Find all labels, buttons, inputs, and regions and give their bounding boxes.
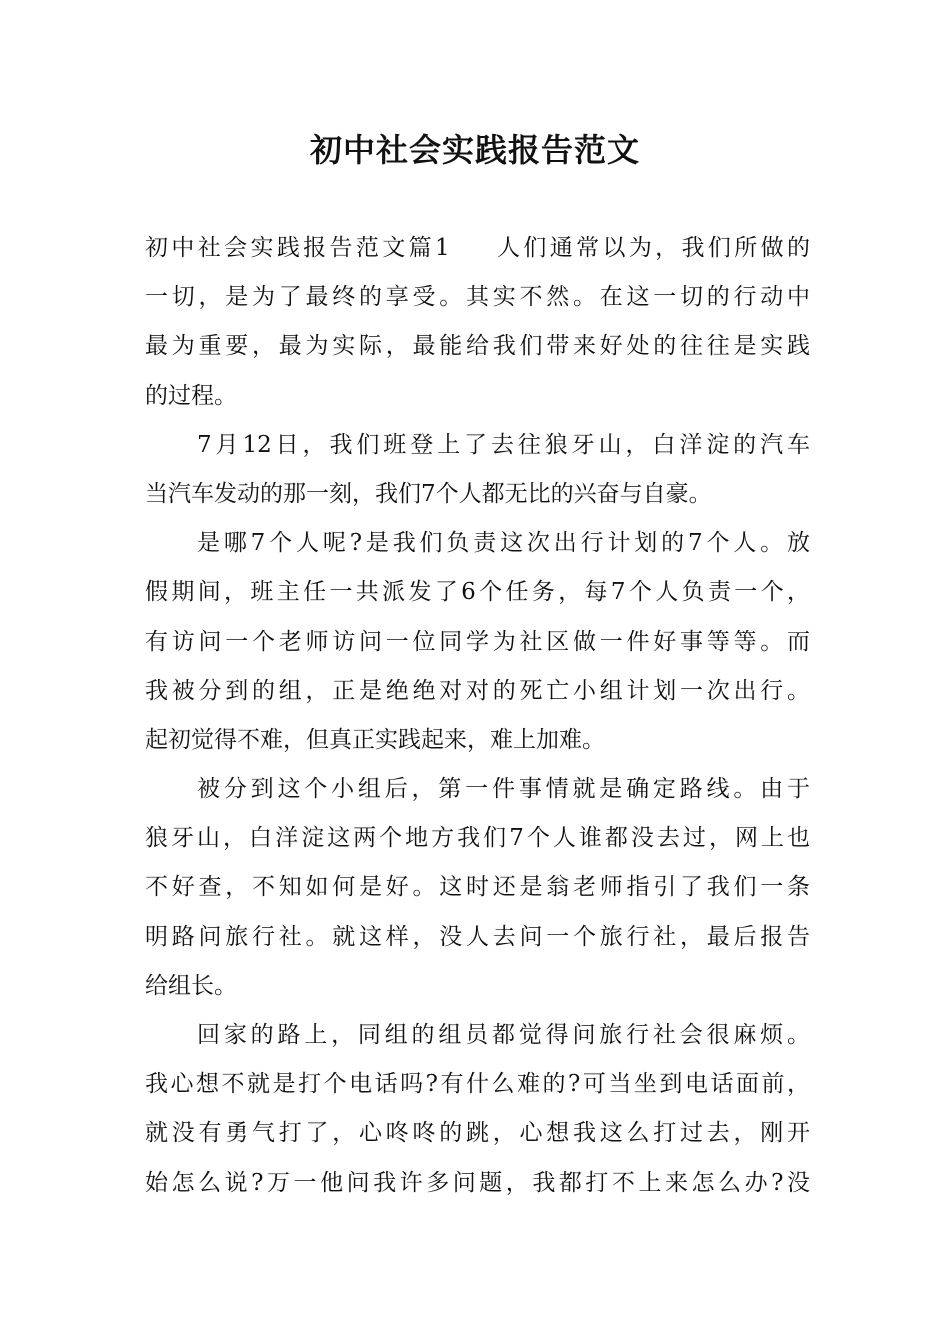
- document-body: [145, 224, 810, 1208]
- text-line: [145, 224, 810, 273]
- line-text: 人们通常以为，我们所做的: [493, 235, 810, 261]
- text-line: 起初觉得不难，但真正实践起来，难上加难。: [145, 726, 605, 753]
- text-line: 明路问旅行社。就这样，没人去问一个旅行社，最后报告: [145, 923, 810, 950]
- text-line: 我心想不就是打个电话吗?有什么难的?可当坐到电话面前，: [145, 1071, 810, 1098]
- text-line: 回家的路上，同组的组员都觉得问旅行社会很麻烦。: [197, 1022, 810, 1048]
- text-line: 假期间，班主任一共派发了6个任务，每7个人负责一个，: [145, 579, 810, 606]
- text-line: 一切，是为了最终的享受。其实不然。在这一切的行动中: [145, 284, 810, 311]
- text-line: 当汽车发动的那一刻，我们7个人都无比的兴奋与自豪。: [145, 480, 712, 507]
- section-heading: 初中社会实践报告范文篇1: [145, 235, 450, 261]
- text-line: 我被分到的组，正是绝绝对对的死亡小组计划一次出行。: [145, 677, 810, 704]
- text-line: 是哪7个人呢?是我们负责这次出行计划的7个人。放: [197, 530, 810, 557]
- text-line: 不好查，不知如何是好。这时还是翁老师指引了我们一条: [145, 874, 810, 901]
- text-line: 给组长。: [145, 972, 237, 999]
- text-line: 有访问一个老师访问一位同学为社区做一件好事等等。而: [145, 628, 810, 655]
- text-line: 被分到这个小组后，第一件事情就是确定路线。由于: [197, 776, 810, 803]
- text-line: 就没有勇气打了，心咚咚的跳，心想我这么打过去，刚开: [145, 1120, 810, 1147]
- text-line: 7月12日，我们班登上了去往狼牙山，白洋淀的汽车: [197, 431, 810, 458]
- text-line: 狼牙山，白洋淀这两个地方我们7个人谁都没去过，网上也: [145, 825, 810, 852]
- document-title: 初中社会实践报告范文: [309, 131, 640, 169]
- text-line: 始怎么说?万一他问我许多问题，我都打不上来怎么办?没: [145, 1169, 810, 1196]
- text-line: 的过程。: [145, 382, 237, 409]
- text-line: 最为重要，最为实际，最能给我们带来好处的往往是实践: [145, 333, 810, 360]
